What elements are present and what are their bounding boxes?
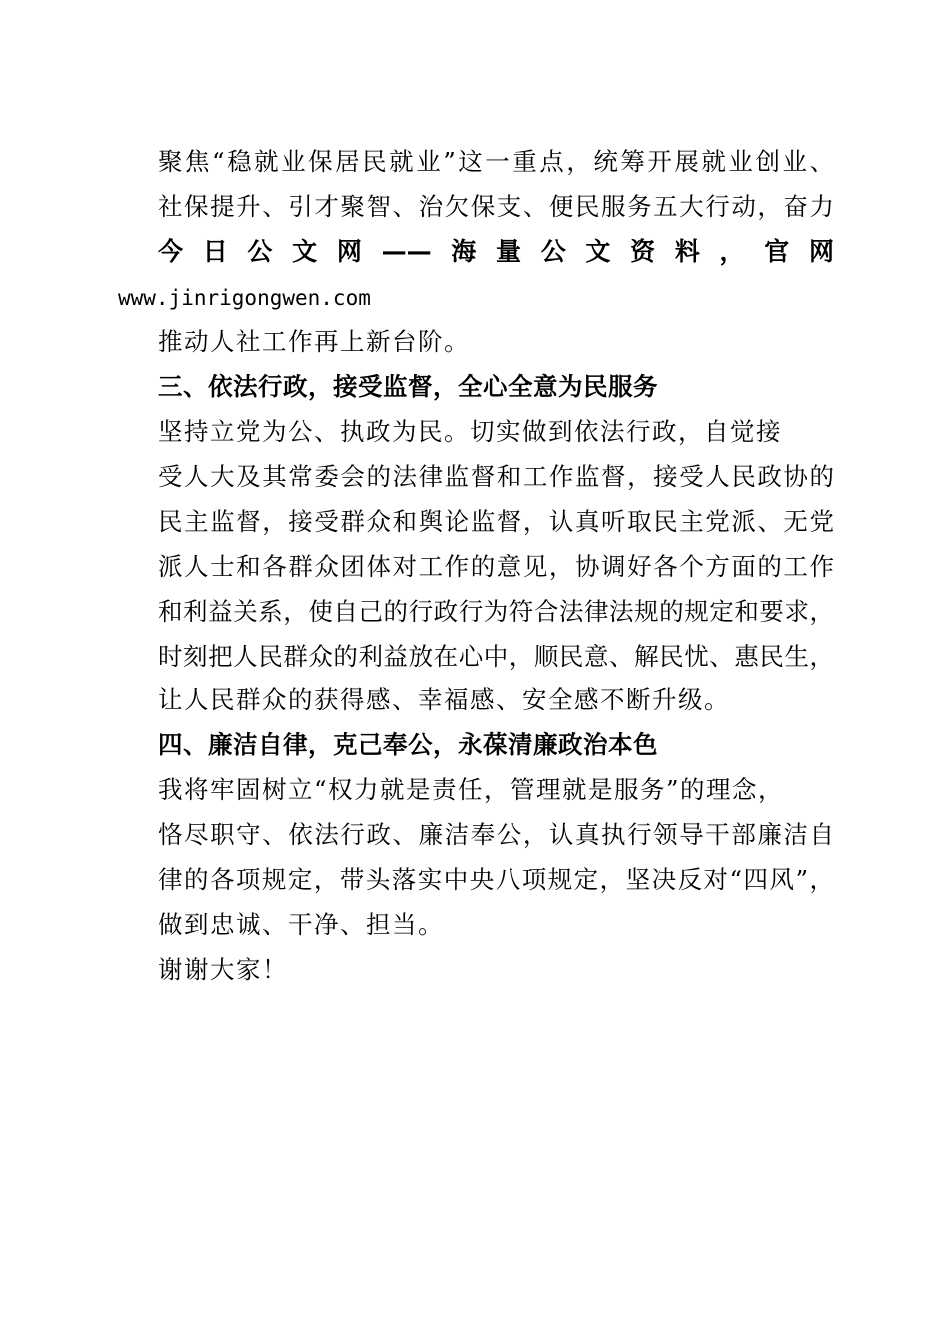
body-text-line: 时刻把人民群众的利益放在心中，顺民意、解民忧、惠民生， [158,642,834,671]
section-heading: 三、依法行政，接受监督，全心全意为民服务 [158,372,658,401]
body-text-line: 推动人社工作再上新台阶。 [158,327,470,356]
body-text-line: 民主监督，接受群众和舆论监督，认真听取民主党派、无党 [158,507,834,536]
watermark-url: www.jinrigongwen.com [118,286,371,310]
body-text-line: 和利益关系，使自己的行政行为符合法律法规的规定和要求， [158,597,834,626]
body-text-line: 受人大及其常委会的法律监督和工作监督，接受人民政协的 [158,462,834,491]
body-text-line: 律的各项规定，带头落实中央八项规定，坚决反对“四风”， [158,865,834,894]
body-text-line: 让人民群众的获得感、幸福感、安全感不断升级。 [158,685,730,714]
body-text-line: 社保提升、引才聚智、治欠保支、便民服务五大行动，奋力 [158,192,834,221]
watermark-line: 今日公文网——海量公文资料，官网 [158,237,834,266]
body-text-line: 坚持立党为公、执政为民。切实做到依法行政，自觉接 [158,417,782,446]
body-text-line: 恪尽职守、依法行政、廉洁奉公，认真执行领导干部廉洁自 [158,820,834,849]
body-text-line: 我将牢固树立“权力就是责任，管理就是服务”的理念， [158,775,785,804]
closing-line: 谢谢大家！ [158,955,288,984]
body-text-line: 做到忠诚、干净、担当。 [158,910,444,939]
body-text-line: 派人士和各群众团体对工作的意见，协调好各个方面的工作 [158,552,834,581]
section-heading: 四、廉洁自律，克己奉公，永葆清廉政治本色 [158,730,658,759]
body-text-line: 聚焦“稳就业保居民就业”这一重点，统筹开展就业创业、 [158,147,834,176]
